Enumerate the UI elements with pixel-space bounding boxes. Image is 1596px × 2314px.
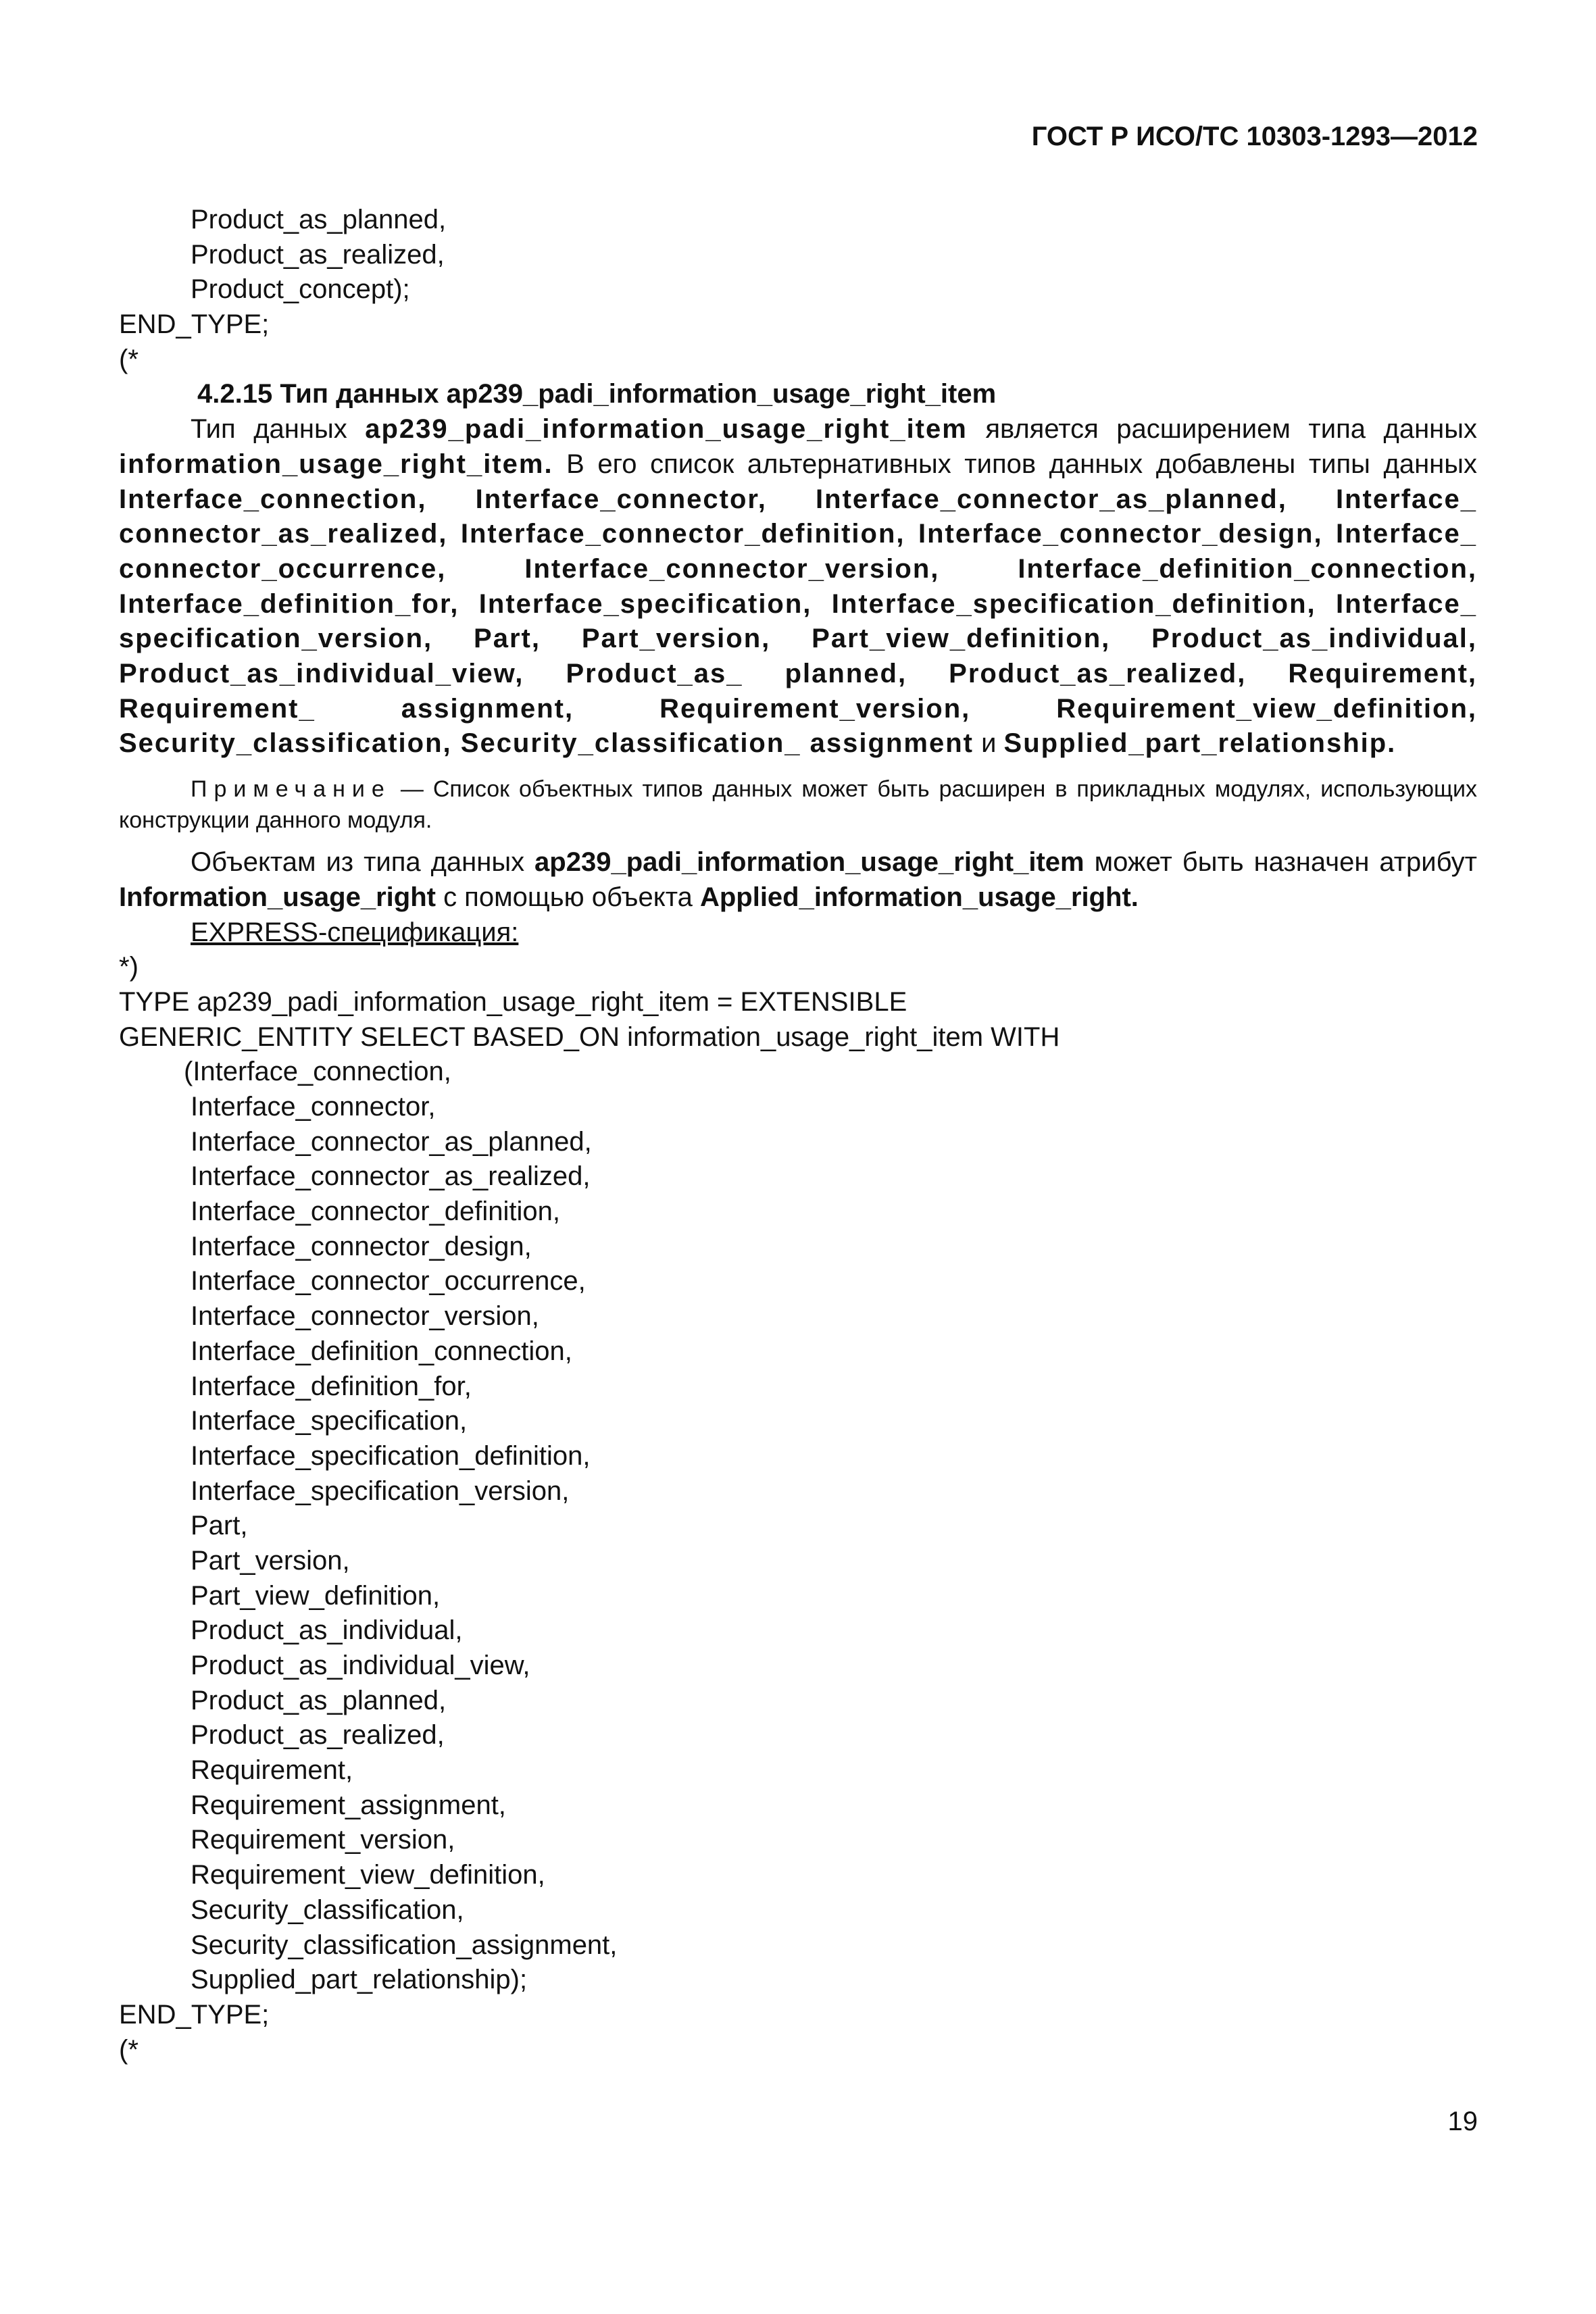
note-paragraph xyxy=(119,774,1477,836)
express-item: Interface_connector_as_planned, xyxy=(191,1126,592,1157)
end-type-line: END_TYPE; xyxy=(119,309,270,340)
paragraph-text: Тип данных xyxy=(191,414,366,445)
express-item: Interface_specification, xyxy=(191,1406,468,1436)
type-declaration-line: TYPE ap239_padi_information_usage_right_item = EXTENSIBLE xyxy=(119,986,907,1017)
express-item-list xyxy=(119,1055,1477,1998)
paragraph-text: с помощью объекта xyxy=(435,882,700,912)
express-item: Product_as_planned, xyxy=(191,1685,447,1715)
paragraph-text: и xyxy=(973,728,1004,759)
express-item: Interface_specification_definition, xyxy=(191,1440,591,1471)
express-item: Security_classification_assignment, xyxy=(191,1930,618,1960)
bold-term: information_usage_right_item. xyxy=(119,449,553,479)
express-item: Requirement_view_definition, xyxy=(191,1860,545,1890)
express-item: Interface_connector_version, xyxy=(191,1301,539,1332)
page-content xyxy=(119,203,1477,2067)
express-item: Interface_connector_occurrence, xyxy=(191,1266,586,1297)
comment-open-line: (* xyxy=(119,344,139,374)
bold-term: Applied_information_usage_right. xyxy=(699,882,1139,912)
comment-close-line: *) xyxy=(119,952,139,982)
express-item: Interface_connector_as_realized, xyxy=(191,1161,591,1192)
express-item: Product_as_individual, xyxy=(191,1615,463,1646)
code-line: Product_concept); xyxy=(191,274,410,305)
bold-term: Information_usage_right xyxy=(119,882,436,912)
comment-open-line: (* xyxy=(119,2034,139,2065)
section-paragraph xyxy=(119,412,1477,761)
bold-type-list: Interface_connection, Interface_connector, Interface_connector_as_planned, Interface_ connector_as_realized, Interface_connector_definition, Interface_connector_design, Interface_ connector_occurrence, Interface_connector_version, Interface_definition_connection, Interface_definition_for, Interface_specification, Interface_specification_definition, Interface_ specification_version, Part, Part_version, Part_view_definition, Product_as_individual, Product_as_individual_view, Product_as_ planned, Product_as_realized, Requirement, Requirement_ assignment, Requirement_version, Requirement_view_definition, Security_classification, Security_classification_ assignment xyxy=(119,484,1477,759)
end-type-line: END_TYPE; xyxy=(119,1999,270,2030)
express-item: Interface_specification_version, xyxy=(191,1476,570,1506)
express-item: Part_view_definition, xyxy=(191,1580,441,1611)
express-item: Part, xyxy=(191,1511,248,1541)
express-spec-label: EXPRESS-спецификация: xyxy=(191,917,519,947)
express-item: Part_version, xyxy=(191,1545,350,1576)
note-label: Примечание xyxy=(191,776,391,803)
express-item: (Interface_connection, xyxy=(184,1057,451,1087)
express-item: Supplied_part_relationship); xyxy=(191,1965,528,1995)
page-number: 19 xyxy=(1447,2107,1478,2136)
generic-entity-line: GENERIC_ENTITY SELECT BASED_ON information_usage_right_item WITH xyxy=(119,1022,1060,1052)
express-item: Interface_definition_for, xyxy=(191,1371,472,1401)
express-item: Product_as_realized, xyxy=(191,1720,445,1751)
express-item: Interface_connector_design, xyxy=(191,1231,532,1261)
note-text: — Список объектных типов данных может быть расширен в прикладных модулях, использующих конструкции данного модуля. xyxy=(119,776,1477,834)
paragraph-text: может быть назначен атрибут xyxy=(1084,847,1477,878)
paragraph-text: Объектам из типа данных xyxy=(191,847,535,878)
bold-term: ap239_padi_information_usage_right_item xyxy=(534,847,1084,878)
document-header: ГОСТ Р ИСО/ТС 10303-1293—2012 xyxy=(1031,122,1478,151)
paragraph-text: В его список альтернативных типов данных добавлены типы данных xyxy=(553,449,1477,479)
express-item: Interface_connector_definition, xyxy=(191,1197,561,1227)
paragraph-text: является расширением типа данных xyxy=(967,414,1478,445)
section-heading: 4.2.15 Тип данных ap239_padi_information_usage_right_item xyxy=(197,379,997,409)
express-item: Security_classification, xyxy=(191,1894,464,1925)
express-item: Requirement_version, xyxy=(191,1825,455,1855)
express-item: Interface_connector, xyxy=(191,1092,436,1122)
express-item: Requirement_assignment, xyxy=(191,1790,506,1820)
express-item: Interface_definition_connection, xyxy=(191,1336,572,1366)
express-item: Requirement, xyxy=(191,1755,353,1786)
code-line: Product_as_realized, xyxy=(191,239,445,270)
bold-term: Supplied_part_relationship. xyxy=(1003,728,1397,759)
express-item: Product_as_individual_view, xyxy=(191,1651,530,1680)
assignment-paragraph xyxy=(119,845,1477,915)
bold-term: ap239_padi_information_usage_right_item xyxy=(365,414,968,445)
code-line: Product_as_planned, xyxy=(191,205,447,234)
